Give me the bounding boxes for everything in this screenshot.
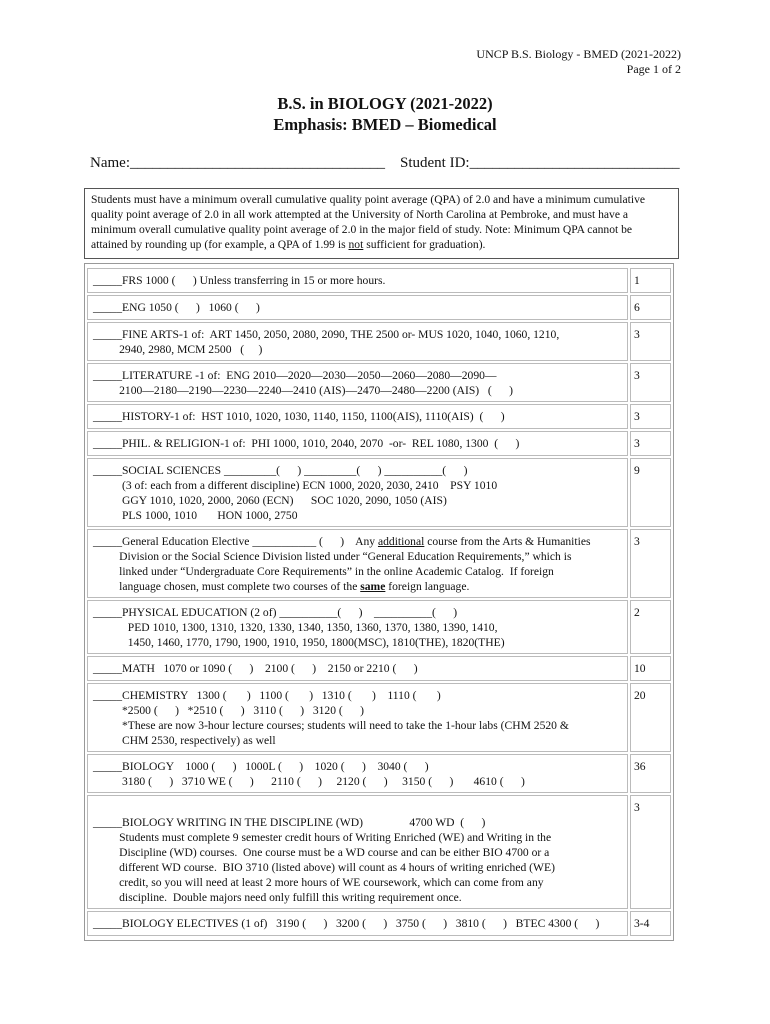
requirement-text[interactable]: _____MATH 1070 or 1090 ( ) 2100 ( ) 2150 or 2210 ( ) xyxy=(87,656,628,681)
notice-emphasis: not xyxy=(348,238,364,251)
gened-text-b: course from the Arts & Humanities Division or the Social Science Division listed under “General Education Requirements,” which is linked under “Undergraduate Core Requirements” in the online Academic Catalog. If foreign language chosen, must complete two courses of the xyxy=(119,535,591,593)
requirement-row xyxy=(87,268,671,293)
credit-hours: 3 xyxy=(630,529,671,598)
credit-hours: 10 xyxy=(630,656,671,681)
notice-text-1: Students must have a minimum overall cumulative quality point average (QPA) of 2.0 and have a minimum cumulative quality point average of 2.0 in all work attempted at the University of North Carolina at Pembroke, and must have a minimum overall cumulative quality point average of 2.0 in the major field of study. Note: Minimum QPA cannot be attained by rounding up (for example, a QPA of 1.99 is xyxy=(91,193,646,251)
header-title: UNCP B.S. Biology - BMED (2021-2022) xyxy=(476,47,681,61)
credit-hours: 3 xyxy=(630,322,671,361)
student-id-field[interactable]: Student ID:____________________________ xyxy=(400,155,680,171)
title-line-2: Emphasis: BMED – Biomedical xyxy=(273,115,497,134)
requirement-text[interactable]: _____BIOLOGY 1000 ( ) 1000L ( ) 1020 ( ) 3040 ( ) 3180 ( ) 3710 WE ( ) 2110 ( ) 2120 ( ) 3150 ( ) 4610 ( ) xyxy=(87,754,628,793)
requirement-text[interactable] xyxy=(87,529,628,598)
requirement-text[interactable]: _____BIOLOGY WRITING IN THE DISCIPLINE (WD) 4700 WD ( ) Students must complete 9 semester credit hours of Writing Enriched (WE) and Writing in the Discipline (WD) courses. One course must be a WD course and can be either BIO 4700 or a different WD course. BIO 3710 (listed above) will count as 4 hours of writing enriched (WE) credit, so you will need at least 2 more hours of WE coursework, which can come from any discipline. Double majors need only fulfill this writing requirement once. xyxy=(87,795,628,909)
requirement-row xyxy=(87,295,671,320)
requirement-text[interactable]: _____HISTORY-1 of: HST 1010, 1020, 1030, 1140, 1150, 1100(AIS), 1110(AIS) ( ) xyxy=(87,404,628,429)
requirements-table xyxy=(84,263,674,941)
student-info-row xyxy=(90,155,680,172)
credit-hours: 3 xyxy=(630,431,671,456)
requirement-text[interactable]: _____CHEMISTRY 1300 ( ) 1100 ( ) 1310 ( ) 1110 ( ) *2500 ( ) *2510 ( ) 3110 ( ) 3120 ( ) *These are now 3-hour lecture courses; students will need to take the 1-hour labs (CHM 2520 & CHM 2530, respectively) as well xyxy=(87,683,628,752)
credit-hours: 3-4 xyxy=(630,911,671,936)
requirement-row xyxy=(87,404,671,429)
credit-hours: 36 xyxy=(630,754,671,793)
name-field[interactable]: Name:__________________________________ xyxy=(90,155,385,171)
gened-underline: additional xyxy=(377,535,425,548)
requirement-text[interactable]: _____FINE ARTS-1 of: ART 1450, 2050, 2080, 2090, THE 2500 or- MUS 1020, 1040, 1060, 1210, 2940, 2980, MCM 2500 ( ) xyxy=(87,322,628,361)
page-header xyxy=(476,47,681,77)
requirement-row xyxy=(87,600,671,654)
requirement-text[interactable]: _____FRS 1000 ( ) Unless transferring in 15 or more hours. xyxy=(87,268,628,293)
credit-hours: 1 xyxy=(630,268,671,293)
requirement-text[interactable]: _____SOCIAL SCIENCES _________( ) _________( ) __________( ) (3 of: each from a different discipline) ECN 1000, 2020, 2030, 2410 PSY 1010 GGY 1010, 1020, 2000, 2060 (ECN) SOC 1020, 2090, 1050 (AIS) PLS 1000, 1010 HON 1000, 2750 xyxy=(87,458,628,527)
requirement-text[interactable]: _____LITERATURE -1 of: ENG 2010—2020—2030—2050—2060—2080—2090— 2100—2180—2190—2230—2240—2410 (AIS)—2470—2480—2200 (AIS) ( ) xyxy=(87,363,628,402)
requirement-row xyxy=(87,683,671,752)
gened-text-a: _____General Education Elective ___________ ( ) Any xyxy=(93,535,378,548)
credit-hours: 9 xyxy=(630,458,671,527)
qpa-notice xyxy=(84,188,679,259)
gened-bold-underline: same xyxy=(360,580,386,593)
requirement-row xyxy=(87,458,671,527)
credit-hours: 3 xyxy=(630,363,671,402)
requirement-text[interactable]: _____PHYSICAL EDUCATION (2 of) __________( ) __________( ) PED 1010, 1300, 1310, 1320, 1330, 1340, 1350, 1360, 1370, 1380, 1390, 1410, 1450, 1460, 1770, 1790, 1900, 1910, 1950, 1800(MSC), 1810(THE), 1820(THE) xyxy=(87,600,628,654)
gened-text-c: foreign language. xyxy=(385,580,470,593)
requirement-text[interactable]: _____PHIL. & RELIGION-1 of: PHI 1000, 1010, 2040, 2070 -or- REL 1080, 1300 ( ) xyxy=(87,431,628,456)
notice-text-2: sufficient for graduation). xyxy=(363,238,486,251)
title-line-1: B.S. in BIOLOGY (2021-2022) xyxy=(277,94,493,113)
requirement-row xyxy=(87,656,671,681)
requirement-row xyxy=(87,795,671,909)
document-title xyxy=(0,93,770,135)
credit-hours: 3 xyxy=(630,795,671,909)
requirement-row xyxy=(87,754,671,793)
credit-hours: 2 xyxy=(630,600,671,654)
requirement-text[interactable]: _____ENG 1050 ( ) 1060 ( ) xyxy=(87,295,628,320)
requirement-text[interactable]: _____BIOLOGY ELECTIVES (1 of) 3190 ( ) 3200 ( ) 3750 ( ) 3810 ( ) BTEC 4300 ( ) xyxy=(87,911,628,936)
requirement-row-gen-ed xyxy=(87,529,671,598)
page-number: Page 1 of 2 xyxy=(626,62,681,76)
credit-hours: 20 xyxy=(630,683,671,752)
requirement-row xyxy=(87,431,671,456)
credit-hours: 6 xyxy=(630,295,671,320)
requirement-row xyxy=(87,911,671,936)
requirement-row xyxy=(87,322,671,361)
requirement-row xyxy=(87,363,671,402)
credit-hours: 3 xyxy=(630,404,671,429)
